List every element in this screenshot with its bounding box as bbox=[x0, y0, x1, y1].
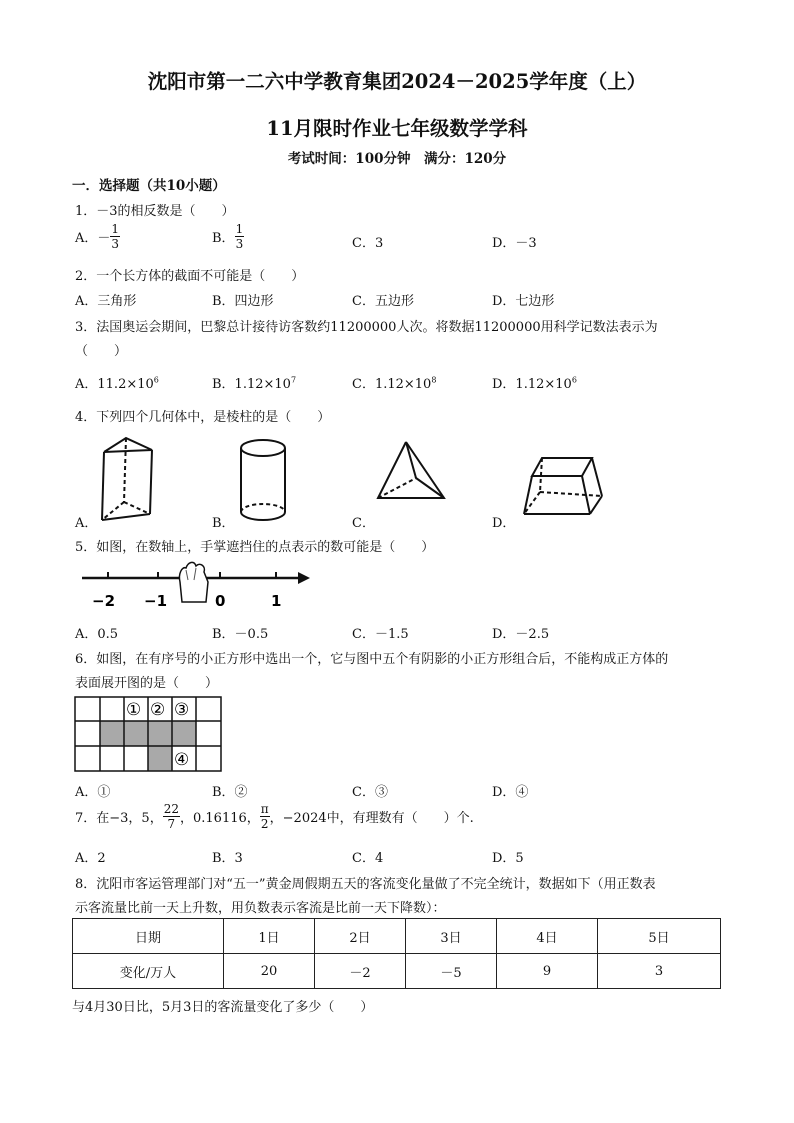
table-cell: －5 bbox=[406, 954, 497, 989]
q5-option-a[interactable]: A．0.5 bbox=[75, 627, 119, 642]
exam-info: 考试时间：100分钟 满分：120分 bbox=[287, 151, 507, 167]
q3-option-a[interactable] bbox=[75, 373, 159, 392]
q4-option-b[interactable]: B． bbox=[212, 516, 235, 531]
q6-option-d[interactable]: D．④ bbox=[492, 785, 529, 800]
q3-a-exp: 6 bbox=[153, 375, 159, 385]
q7-post: ，−2024中，有理数有（ ）个. bbox=[269, 811, 474, 826]
q5-option-c[interactable]: C．－1.5 bbox=[352, 627, 409, 642]
passenger-flow-table bbox=[72, 918, 721, 989]
q1-option-c[interactable]: C．3 bbox=[352, 236, 384, 251]
q1-b-fraction bbox=[235, 222, 245, 251]
q2-option-b[interactable]: B．四边形 bbox=[212, 294, 274, 309]
table-cell: 9 bbox=[497, 954, 598, 989]
q1-a-fraction bbox=[110, 222, 120, 251]
tick-label: −1 bbox=[144, 592, 168, 610]
table-cell: 1日 bbox=[224, 919, 315, 954]
tick-label: 0 bbox=[215, 592, 226, 610]
q1-option-d[interactable]: D．－3 bbox=[492, 236, 537, 251]
q7-option-c[interactable]: C．4 bbox=[352, 851, 384, 866]
q1-b-denominator: 3 bbox=[235, 237, 244, 251]
q1-stem: 1．－3的相反数是（ ） bbox=[75, 204, 235, 219]
q1-option-a[interactable] bbox=[75, 222, 120, 251]
q4-option-c[interactable]: C． bbox=[352, 516, 375, 531]
q6-option-c[interactable]: C．③ bbox=[352, 785, 388, 800]
q5-stem: 5．如图，在数轴上，手掌遮挡住的点表示的数可能是（ ） bbox=[75, 540, 435, 555]
q7-mid: ，0.16116， bbox=[180, 811, 260, 826]
q4-option-d[interactable]: D． bbox=[492, 516, 516, 531]
q3-a-text: A．11.2×10 bbox=[75, 377, 154, 392]
square-mark-1: ① bbox=[126, 700, 142, 720]
q3-b-exp: 7 bbox=[290, 375, 297, 385]
q3-b-text: B．1.12×10 bbox=[212, 377, 291, 392]
tick-label: 1 bbox=[271, 592, 282, 610]
q1-b-label: B． bbox=[212, 231, 235, 246]
q6-stem-line1: 6．如图，在有序号的小正方形中选出一个，它与图中五个有阴影的小正方形组合后，不能构成正方体的 bbox=[75, 652, 669, 667]
q7-option-d[interactable]: D．5 bbox=[492, 851, 524, 866]
table-cell: 20 bbox=[224, 954, 315, 989]
q3-d-exp: 6 bbox=[571, 375, 577, 385]
section-heading: 一．选择题（共10小题） bbox=[72, 178, 226, 194]
q1-a-denominator: 3 bbox=[111, 237, 120, 251]
table-cell: 3 bbox=[598, 954, 721, 989]
q6-option-a[interactable]: A．① bbox=[75, 785, 111, 800]
q3-option-b[interactable] bbox=[212, 373, 296, 392]
cylinder-figure bbox=[235, 436, 291, 524]
q7-option-a[interactable]: A．2 bbox=[75, 851, 106, 866]
table-cell: 2日 bbox=[315, 919, 406, 954]
net-grid-figure bbox=[74, 696, 224, 772]
shaded-square bbox=[148, 721, 172, 746]
q2-option-c[interactable]: C．五边形 bbox=[352, 294, 414, 309]
q5-option-b[interactable]: B．－0.5 bbox=[212, 627, 269, 642]
q8-question: 与4月30日比，5月3日的客流量变化了多少（ ） bbox=[72, 1000, 374, 1015]
q7-fraction-1 bbox=[163, 802, 180, 831]
q3-stem: 3．法国奥运会期间，巴黎总计接待访客数约11200000人次。将数据11200000用科学记数法表示为 bbox=[75, 320, 658, 335]
q7-f1-denominator: 7 bbox=[167, 817, 176, 831]
number-line-arrow bbox=[298, 572, 310, 584]
q1-a-sign: － bbox=[97, 231, 111, 246]
mitten-icon bbox=[179, 562, 208, 602]
q7-f1-numerator: 22 bbox=[163, 802, 179, 816]
shaded-square bbox=[172, 721, 196, 746]
q1-a-numerator: 1 bbox=[111, 222, 120, 236]
tick-label: −2 bbox=[92, 592, 116, 610]
square-mark-4: ④ bbox=[174, 750, 190, 770]
q3-d-text: D．1.12×10 bbox=[492, 377, 572, 392]
table-cell: －2 bbox=[315, 954, 406, 989]
triangular-pyramid-figure bbox=[372, 440, 452, 510]
q3-c-text: C．1.12×10 bbox=[352, 377, 432, 392]
q2-option-a[interactable]: A．三角形 bbox=[75, 294, 137, 309]
triangular-prism-figure bbox=[96, 436, 162, 524]
q7-f2-denominator: 2 bbox=[260, 817, 269, 831]
q2-stem: 2．一个长方体的截面不可能是（ ） bbox=[75, 269, 305, 284]
shaded-square bbox=[148, 746, 172, 771]
q1-b-numerator: 1 bbox=[235, 222, 244, 236]
q3-option-d[interactable] bbox=[492, 373, 577, 392]
table-cell: 3日 bbox=[406, 919, 497, 954]
square-mark-3: ③ bbox=[174, 700, 190, 720]
table-cell: 变化/万人 bbox=[73, 954, 224, 989]
q6-stem-line2: 表面展开图的是（ ） bbox=[75, 676, 219, 691]
q4-option-a[interactable]: A． bbox=[75, 516, 98, 531]
q7-pre: 7．在−3，5， bbox=[75, 811, 163, 826]
table-header-row bbox=[73, 919, 721, 954]
q4-stem: 4．下列四个几何体中，是棱柱的是（ ） bbox=[75, 410, 331, 425]
table-cell: 4日 bbox=[497, 919, 598, 954]
table-cell: 5日 bbox=[598, 919, 721, 954]
q7-f2-numerator: π bbox=[260, 802, 269, 816]
q8-stem-line1: 8．沈阳市客运管理部门对“五一”黄金周假期五天的客流变化量做了不完全统计，数据如下（用正数表 bbox=[75, 877, 656, 892]
frustum-figure bbox=[520, 452, 606, 524]
exam-subtitle: 11月限时作业七年级数学学科 bbox=[266, 117, 528, 140]
number-line-figure bbox=[74, 558, 314, 614]
table-row bbox=[73, 954, 721, 989]
exam-title: 沈阳市第一二六中学教育集团2024－2025学年度（上） bbox=[147, 70, 647, 93]
square-mark-2: ② bbox=[150, 700, 166, 720]
q1-option-b[interactable] bbox=[212, 222, 244, 251]
shaded-square bbox=[124, 721, 148, 746]
q7-stem bbox=[75, 802, 474, 831]
q3-c-exp: 8 bbox=[431, 375, 437, 385]
q6-option-b[interactable]: B．② bbox=[212, 785, 248, 800]
q1-a-label: A． bbox=[75, 231, 98, 246]
q3-option-c[interactable] bbox=[352, 373, 436, 392]
q5-option-d[interactable]: D．－2.5 bbox=[492, 627, 550, 642]
shaded-square bbox=[100, 721, 124, 746]
table-cell: 日期 bbox=[73, 919, 224, 954]
q7-option-b[interactable]: B．3 bbox=[212, 851, 243, 866]
q8-stem-line2: 示客流量比前一天上升数，用负数表示客流是比前一天下降数）： bbox=[75, 901, 446, 916]
q3-paren: （ ） bbox=[75, 344, 128, 359]
q2-option-d[interactable]: D．七边形 bbox=[492, 294, 555, 309]
q7-fraction-2 bbox=[260, 802, 270, 831]
